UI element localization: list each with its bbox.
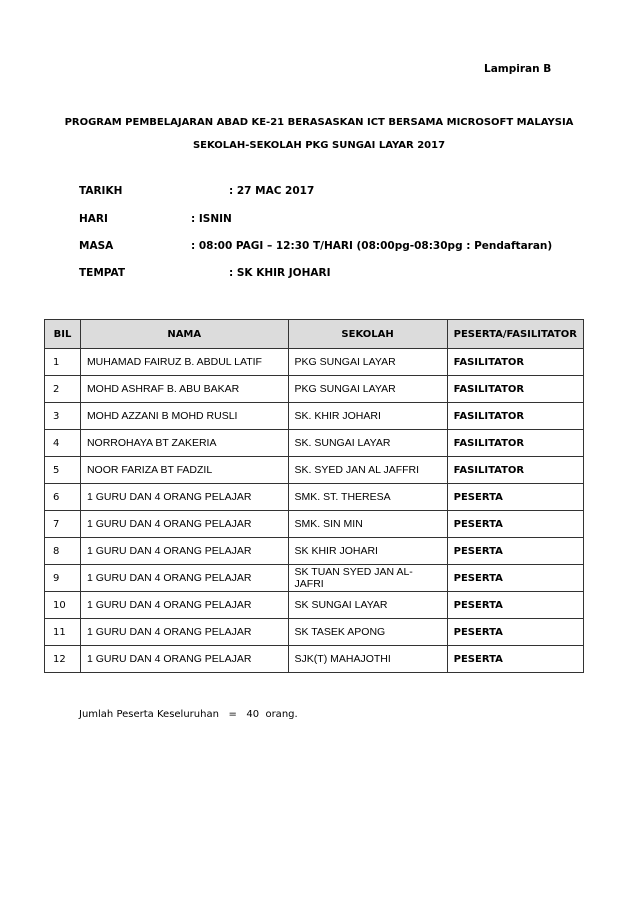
table-row xyxy=(45,538,584,565)
cell-peranan: PESERTA xyxy=(447,619,583,646)
cell-nama: 1 GURU DAN 4 ORANG PELAJAR xyxy=(80,646,288,673)
cell-bil: 2 xyxy=(45,376,81,403)
cell-peranan: FASILITATOR xyxy=(447,430,583,457)
info-label: TARIKH xyxy=(79,185,123,197)
document-title: PROGRAM PEMBELAJARAN ABAD KE-21 BERASASKAN ICT BERSAMA MICROSOFT MALAYSIA xyxy=(64,117,574,128)
table-row xyxy=(45,376,584,403)
table-body xyxy=(45,349,584,673)
cell-nama: 1 GURU DAN 4 ORANG PELAJAR xyxy=(80,484,288,511)
cell-bil: 5 xyxy=(45,457,81,484)
cell-peranan: PESERTA xyxy=(447,538,583,565)
table-row xyxy=(45,646,584,673)
cell-bil: 6 xyxy=(45,484,81,511)
cell-peranan: FASILITATOR xyxy=(447,457,583,484)
header-sekolah: SEKOLAH xyxy=(288,320,447,349)
lampiran-label: Lampiran B xyxy=(484,63,552,75)
cell-sekolah: SK. SYED JAN AL JAFFRI xyxy=(288,457,447,484)
info-label: HARI xyxy=(79,213,108,225)
cell-bil: 8 xyxy=(45,538,81,565)
table-row xyxy=(45,565,584,592)
cell-peranan: PESERTA xyxy=(447,565,583,592)
info-value: : 27 MAC 2017 xyxy=(229,185,315,197)
cell-bil: 9 xyxy=(45,565,81,592)
table-row xyxy=(45,403,584,430)
table-row xyxy=(45,457,584,484)
cell-bil: 4 xyxy=(45,430,81,457)
cell-sekolah: SK. KHIR JOHARI xyxy=(288,403,447,430)
cell-bil: 7 xyxy=(45,511,81,538)
cell-nama: NOOR FARIZA BT FADZIL xyxy=(80,457,288,484)
cell-nama: 1 GURU DAN 4 ORANG PELAJAR xyxy=(80,619,288,646)
cell-sekolah: SK SUNGAI LAYAR xyxy=(288,592,447,619)
cell-nama: NORROHAYA BT ZAKERIA xyxy=(80,430,288,457)
header-nama: NAMA xyxy=(80,320,288,349)
info-label: MASA xyxy=(79,240,114,252)
cell-peranan: PESERTA xyxy=(447,646,583,673)
table-header-row xyxy=(45,320,584,349)
cell-nama: MUHAMAD FAIRUZ B. ABDUL LATIF xyxy=(80,349,288,376)
cell-sekolah: SMK. ST. THERESA xyxy=(288,484,447,511)
cell-bil: 3 xyxy=(45,403,81,430)
table-row xyxy=(45,349,584,376)
info-label: TEMPAT xyxy=(79,267,125,279)
table-row xyxy=(45,592,584,619)
cell-nama: 1 GURU DAN 4 ORANG PELAJAR xyxy=(80,565,288,592)
cell-sekolah: SK. SUNGAI LAYAR xyxy=(288,430,447,457)
cell-peranan: PESERTA xyxy=(447,484,583,511)
cell-sekolah: SK KHIR JOHARI xyxy=(288,538,447,565)
cell-nama: 1 GURU DAN 4 ORANG PELAJAR xyxy=(80,511,288,538)
cell-peranan: FASILITATOR xyxy=(447,376,583,403)
cell-nama: MOHD ASHRAF B. ABU BAKAR xyxy=(80,376,288,403)
cell-nama: 1 GURU DAN 4 ORANG PELAJAR xyxy=(80,538,288,565)
cell-peranan: PESERTA xyxy=(447,592,583,619)
cell-peranan: FASILITATOR xyxy=(447,403,583,430)
table-row xyxy=(45,619,584,646)
table-row xyxy=(45,430,584,457)
cell-bil: 1 xyxy=(45,349,81,376)
cell-sekolah: SJK(T) MAHAJOTHI xyxy=(288,646,447,673)
cell-peranan: FASILITATOR xyxy=(447,349,583,376)
cell-bil: 12 xyxy=(45,646,81,673)
cell-bil: 11 xyxy=(45,619,81,646)
cell-nama: MOHD AZZANI B MOHD RUSLI xyxy=(80,403,288,430)
cell-bil: 10 xyxy=(45,592,81,619)
cell-sekolah: PKG SUNGAI LAYAR xyxy=(288,376,447,403)
cell-sekolah: SK TUAN SYED JAN AL-JAFRI xyxy=(288,565,447,592)
table-row xyxy=(45,511,584,538)
cell-sekolah: SMK. SIN MIN xyxy=(288,511,447,538)
info-value: : ISNIN xyxy=(191,213,232,225)
info-value: : SK KHIR JOHARI xyxy=(229,267,331,279)
header-peranan: PESERTA/FASILITATOR xyxy=(447,320,583,349)
cell-sekolah: SK TASEK APONG xyxy=(288,619,447,646)
table-row xyxy=(45,484,584,511)
cell-nama: 1 GURU DAN 4 ORANG PELAJAR xyxy=(80,592,288,619)
info-value: : 08:00 PAGI – 12:30 T/HARI (08:00pg-08:30pg : Pendaftaran) xyxy=(191,240,553,252)
document-subtitle: SEKOLAH-SEKOLAH PKG SUNGAI LAYAR 2017 xyxy=(192,140,446,151)
cell-sekolah: PKG SUNGAI LAYAR xyxy=(288,349,447,376)
cell-peranan: PESERTA xyxy=(447,511,583,538)
participants-table xyxy=(44,319,584,673)
header-bil: BIL xyxy=(45,320,81,349)
total-participants: Jumlah Peserta Keseluruhan = 40 orang. xyxy=(79,709,298,720)
